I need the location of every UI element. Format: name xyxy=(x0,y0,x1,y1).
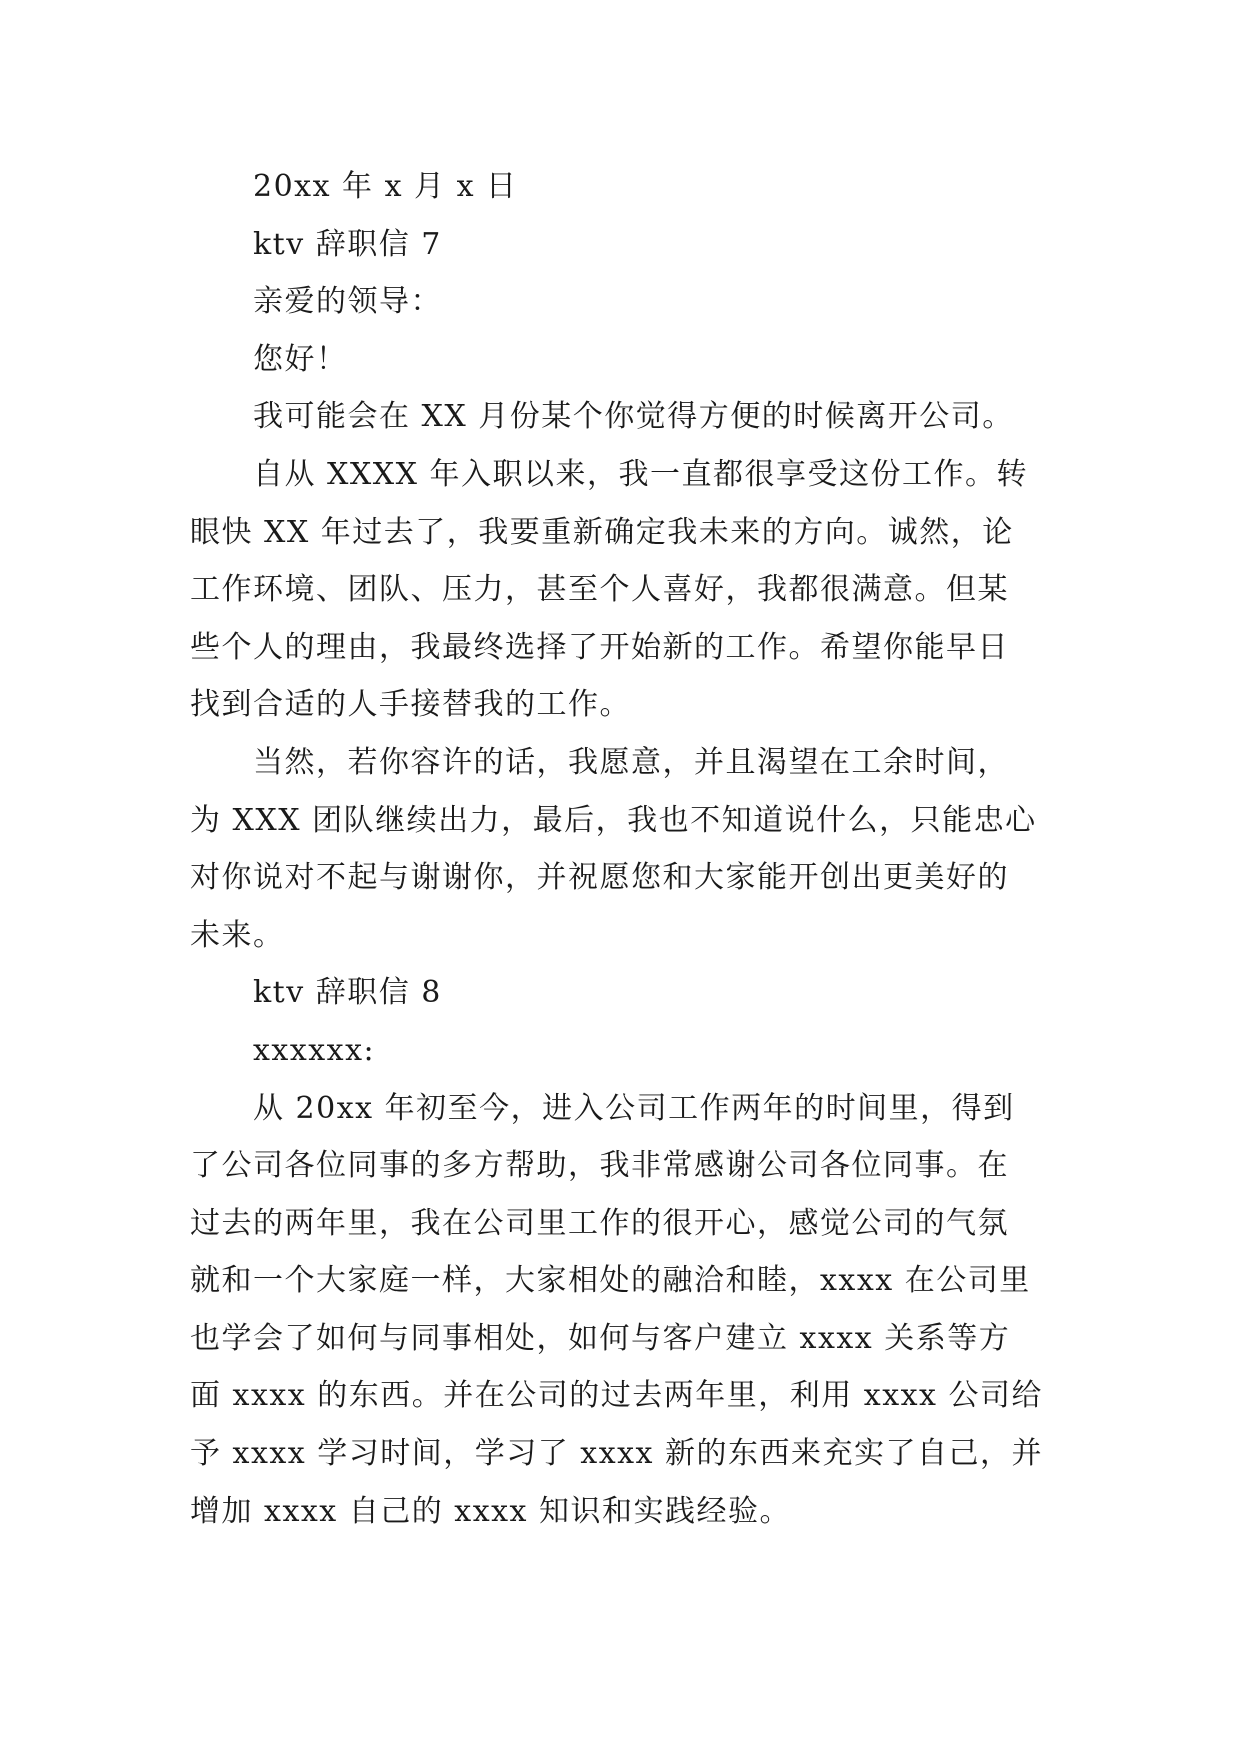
paragraph-line: 予 xxxx 学习时间，学习了 xxxx 新的东西来充实了自己，并 xyxy=(190,1436,1043,1472)
greeting: 您好！ xyxy=(253,341,348,377)
paragraph-line: 也学会了如何与同事相处，如何与客户建立 xxxx 关系等方 xyxy=(190,1320,1011,1356)
salutation: 亲爱的领导： xyxy=(253,284,442,320)
letter-heading: ktv 辞职信 7 xyxy=(253,226,442,262)
paragraph-line: 对你说对不起与谢谢你，并祝愿您和大家能开创出更美好的 xyxy=(190,860,1009,896)
paragraph-line: 过去的两年里，我在公司里工作的很开心，感觉公司的气氛 xyxy=(190,1205,1009,1241)
paragraph-line: 我可能会在 XX 月份某个你觉得方便的时候离开公司。 xyxy=(253,399,1014,435)
paragraph-line: 自从 XXXX 年入职以来，我一直都很享受这份工作。转 xyxy=(253,456,1029,492)
paragraph-line: 些个人的理由，我最终选择了开始新的工作。希望你能早日 xyxy=(190,629,1009,665)
paragraph-line: 找到合适的人手接替我的工作。 xyxy=(190,687,631,723)
paragraph-line: 为 XXX 团队继续出力，最后，我也不知道说什么，只能忠心 xyxy=(190,802,1037,838)
paragraph-line: 了公司各位同事的多方帮助，我非常感谢公司各位同事。在 xyxy=(190,1148,1009,1184)
paragraph-line: 未来。 xyxy=(190,917,285,953)
paragraph-line: 眼快 XX 年过去了，我要重新确定我未来的方向。诚然，论 xyxy=(190,514,1014,550)
salutation: xxxxxx: xyxy=(253,1032,376,1068)
date-line: 20xx 年 x 月 x 日 xyxy=(253,169,518,204)
paragraph-line: 从 20xx 年初至今，进入公司工作两年的时间里，得到 xyxy=(253,1090,1015,1126)
paragraph-line: 当然，若你容许的话，我愿意，并且渴望在工余时间， xyxy=(253,744,1009,780)
paragraph-line: 就和一个大家庭一样，大家相处的融洽和睦，xxxx 在公司里 xyxy=(190,1263,1031,1299)
letter-body xyxy=(190,158,1070,1540)
letter-heading: ktv 辞职信 8 xyxy=(253,975,442,1011)
paragraph-line: 工作环境、团队、压力，甚至个人喜好，我都很满意。但某 xyxy=(190,572,1009,608)
paragraph-line: 增加 xxxx 自己的 xxxx 知识和实践经验。 xyxy=(190,1493,791,1529)
paragraph-line: 面 xxxx 的东西。并在公司的过去两年里，利用 xxxx 公司给 xyxy=(190,1378,1043,1414)
